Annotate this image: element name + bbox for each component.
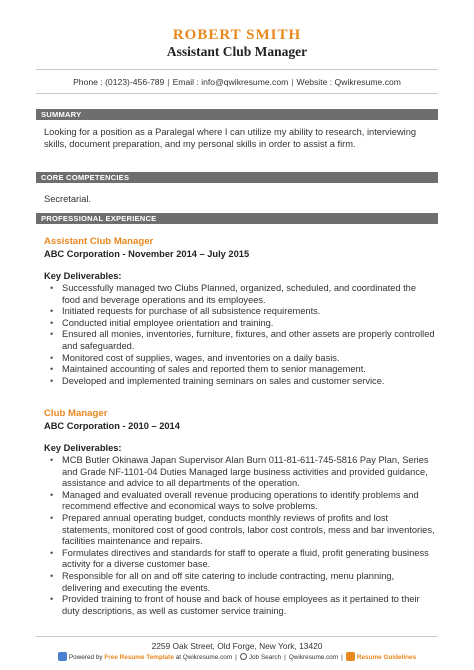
email-link[interactable]: Email : info@qwikresume.com <box>172 77 289 87</box>
list-item: • Successfully managed two Clubs Planned, organized, scheduled, and coordinated the food and beverage operations and its employees. <box>44 283 436 306</box>
resume-guidelines-link[interactable]: Resume Guidelines <box>356 654 417 662</box>
list-item: • Formulates directives and standards for staff to operate a fluid, profit generating business activity for a diverse customer base. <box>44 548 436 571</box>
job-role: Assistant Club Manager <box>44 236 154 247</box>
free-template-link[interactable]: Free Resume Template <box>104 654 174 662</box>
footer-separator: | <box>284 654 286 662</box>
list-item: • Initiated requests for purchase of all subsistence requirements. <box>44 306 436 318</box>
phone-text: Phone : (0123)-456-789 <box>73 77 165 87</box>
candidate-title: Assistant Club Manager <box>166 44 308 59</box>
job-bullet-list <box>44 283 436 387</box>
sample-site-link[interactable]: Qwikresume.com <box>288 654 339 662</box>
footer-divider <box>36 636 438 637</box>
job-bullet-list <box>44 455 436 617</box>
header-divider-bottom <box>36 93 438 94</box>
job-role: Club Manager <box>44 408 108 419</box>
list-item: • Conducted initial employee orientation and training. <box>44 318 436 330</box>
job-company-dates: ABC Corporation - 2010 – 2014 <box>44 421 180 431</box>
competencies-text: Secretarial. <box>44 194 92 204</box>
list-item: • Ensured all monies, inventories, furniture, fixtures, and other assets are properly controlled and safeguarded. <box>44 329 436 352</box>
powered-by-text: Powered by <box>68 654 103 662</box>
header-divider-top <box>36 69 438 70</box>
summary-heading: SUMMARY <box>36 109 438 120</box>
list-item: • Prepared annual operating budget, conducts monthly reviews of profits and lost statements, monitored cost of good controls, labor cost controls, mess and bar inventories, facilities maintenance and repairs. <box>44 513 436 548</box>
list-item: • Developed and implemented training seminars on sales and customer service. <box>44 376 436 388</box>
footer-links <box>0 653 474 662</box>
competencies-heading: CORE COMPETENCIES <box>36 172 438 183</box>
at-text: at <box>175 654 181 662</box>
search-icon <box>240 653 247 660</box>
key-deliverables-label: Key Deliverables: <box>44 443 122 453</box>
list-item: • Maintained accounting of sales and reported them to senior management. <box>44 364 436 376</box>
qwikresume-link[interactable]: Qwikresume.com <box>182 654 233 662</box>
key-deliverables-label: Key Deliverables: <box>44 271 122 281</box>
document-icon <box>58 652 67 661</box>
job-search-link[interactable]: Job Search <box>248 654 282 662</box>
footer-separator: | <box>341 654 343 662</box>
list-item: • Responsible for all on and off site catering to include contracting, menu planning, delivering and executing the events. <box>44 571 436 594</box>
list-item: • Monitored cost of supplies, wages, and inventories on a daily basis. <box>44 353 436 365</box>
website-link[interactable]: Website : Qwikresume.com <box>296 77 401 87</box>
experience-heading: PROFESSIONAL EXPERIENCE <box>36 213 438 224</box>
list-item: • Provided training to front of house and back of house employees as it pertained to their duty descriptions, as well as customer service training. <box>44 594 436 617</box>
summary-text: Looking for a position as a Paralegal where I can utilize my ability to research, interviewing skills, document preparation, and my personal skills in order to assist a firm. <box>44 127 417 149</box>
list-item: • MCB Butler Okinawa Japan Supervisor Alan Burn 011-81-611-745-5816 Pay Plan, Series and Grade NF-1101-04 Duties Managed large business activities and provided guidance, assistance and advice to all departments of the operation. <box>44 455 436 490</box>
candidate-name: ROBERT SMITH <box>172 27 302 43</box>
contact-separator: | <box>291 77 294 87</box>
list-item: • Managed and evaluated overall revenue producing operations to identify problems and recommend effective and economical ways to solve problems. <box>44 490 436 513</box>
guidelines-icon <box>346 652 355 661</box>
contact-separator: | <box>167 77 170 87</box>
footer-separator: | <box>235 654 237 662</box>
contact-line <box>0 77 474 87</box>
footer-address: 2259 Oak Street, Old Forge, New York, 13420 <box>151 641 323 651</box>
job-company-dates: ABC Corporation - November 2014 – July 2015 <box>44 249 250 259</box>
